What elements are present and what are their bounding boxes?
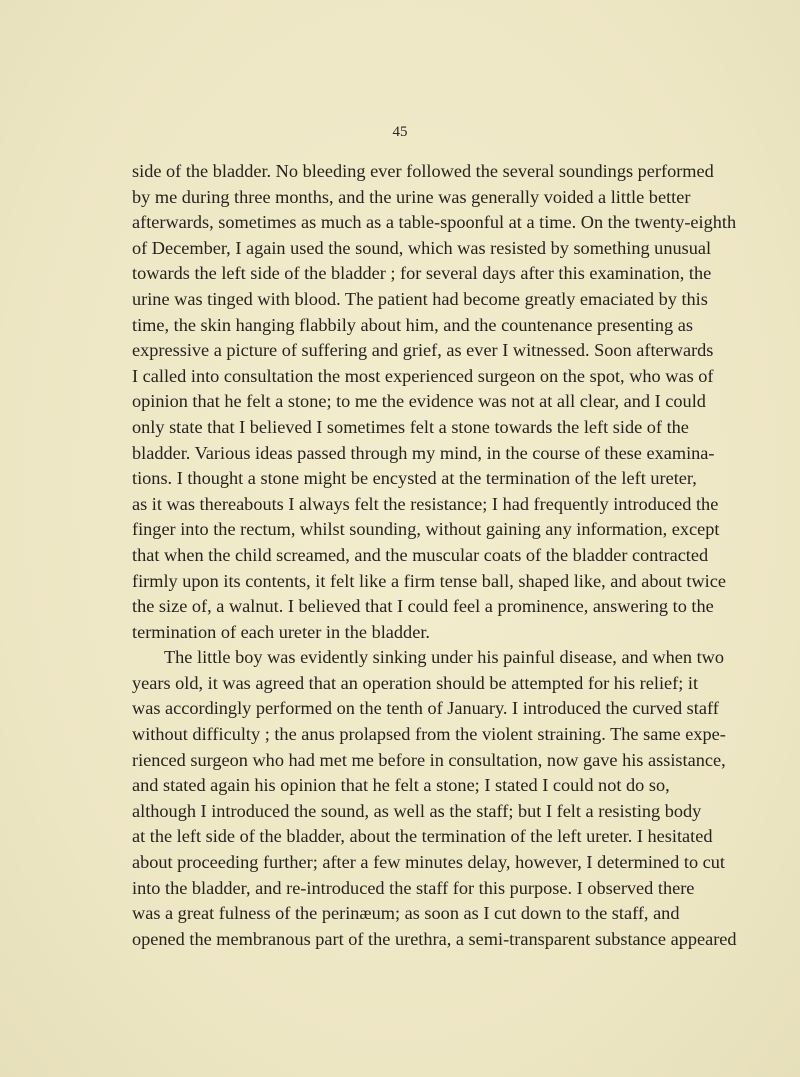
text-line: tions. I thought a stone might be encysted at the termination of the left ureter, — [132, 468, 697, 489]
text-line: finger into the rectum, whilst sounding, without gaining any information, except — [132, 519, 720, 540]
text-line: that when the child screamed, and the muscular coats of the bladder contracted — [132, 544, 709, 565]
text-line: was accordingly performed on the tenth of January. I introduced the curved staff — [132, 698, 719, 719]
text-line: by me during three months, and the urine was generally voided a little better — [132, 186, 691, 207]
text-line: firmly upon its contents, it felt like a firm tense ball, shaped like, and about twice — [132, 570, 726, 591]
text-line: although I introduced the sound, as well as the staff; but I felt a resisting body — [132, 800, 702, 821]
text-line: urine was tinged with blood. The patient had become greatly emaciated by this — [132, 288, 708, 309]
paragraph-end-line: termination of each ureter in the bladder. — [132, 621, 430, 642]
text-line: opened the membranous part of the urethra, a semi-transparent substance appeared — [132, 928, 737, 949]
text-line: years old, it was agreed that an operation should be attempted for his relief; it — [132, 672, 699, 693]
text-line: the size of, a walnut. I believed that I could feel a prominence, answering to the — [132, 596, 714, 617]
text-line: bladder. Various ideas passed through my mind, in the course of these examina- — [132, 442, 715, 463]
text-line: time, the skin hanging flabbily about him, and the countenance presenting as — [132, 314, 693, 335]
text-line: as it was thereabouts I always felt the resistance; I had frequently introduced the — [132, 493, 719, 514]
text-line: towards the left side of the bladder ; for several days after this examination, the — [132, 263, 712, 284]
text-line: afterwards, sometimes as much as a table-spoonful at a time. On the twenty-eighth — [132, 212, 737, 233]
text-line: about proceeding further; after a few minutes delay, however, I determined to cut — [132, 852, 725, 873]
text-line: rienced surgeon who had met me before in consultation, now gave his assistance, — [132, 749, 726, 770]
text-line: was a great fulness of the perinæum; as soon as I cut down to the staff, and — [132, 903, 680, 924]
page-number: 45 — [392, 124, 408, 140]
text-line: opinion that he felt a stone; to me the evidence was not at all clear, and I could — [132, 391, 706, 412]
paragraph-start-line: The little boy was evidently sinking under his painful disease, and when two — [164, 647, 725, 668]
text-line: expressive a picture of suffering and grief, as ever I witnessed. Soon afterwards — [132, 340, 714, 361]
text-line: side of the bladder. No bleeding ever followed the several soundings performed — [132, 161, 714, 181]
text-line: and stated again his opinion that he felt a stone; I stated I could not do so, — [132, 775, 670, 796]
text-line: into the bladder, and re-introduced the staff for this purpose. I observed there — [132, 877, 695, 898]
text-line: at the left side of the bladder, about the termination of the left ureter. I hesitated — [132, 826, 713, 847]
body-text — [132, 159, 737, 952]
text-line: only state that I believed I sometimes felt a stone towards the left side of the — [132, 416, 689, 437]
text-line: of December, I again used the sound, which was resisted by something unusual — [132, 237, 712, 258]
text-line: without difficulty ; the anus prolapsed from the violent straining. The same expe- — [132, 724, 726, 745]
text-line: I called into consultation the most experienced surgeon on the spot, who was of — [132, 365, 714, 386]
